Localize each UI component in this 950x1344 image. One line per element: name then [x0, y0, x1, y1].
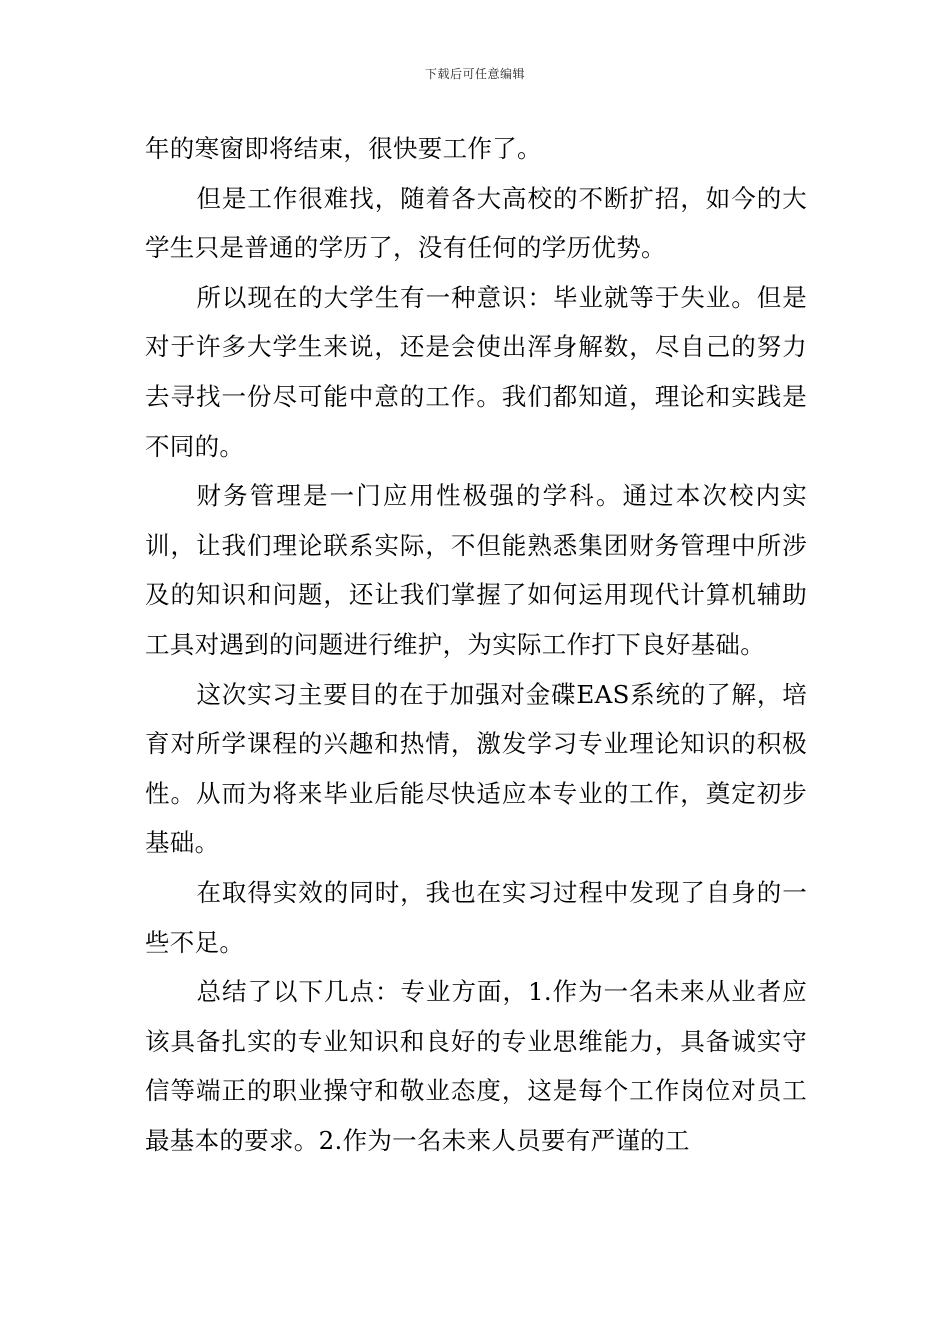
document-body [145, 124, 807, 1165]
paragraph-6: 在取得实效的同时，我也在实习过程中发现了自身的一些不足。 [145, 877, 807, 957]
paragraph-5: 这次实习主要目的在于加强对金碟EAS系统的了解，培育对所学课程的兴趣和热情，激发学习专业理论知识的积极性。从而为将来毕业后能尽快适应本专业的工作，奠定初步基础。 [145, 679, 807, 858]
paragraph-2: 但是工作很难找，随着各大高校的不断扩招，如今的大学生只是普通的学历了，没有任何的学历优势。 [145, 183, 807, 263]
paragraph-3: 所以现在的大学生有一种意识：毕业就等于失业。但是对于许多大学生来说，还是会使出浑身解数，尽自己的努力去寻找一份尽可能中意的工作。我们都知道，理论和实践是不同的。 [145, 282, 807, 461]
paragraph-1: 年的寒窗即将结束，很快要工作了。 [145, 134, 542, 163]
paragraph-7: 总结了以下几点：专业方面，1.作为一名未来从业者应该具备扎实的专业知识和良好的专业思维能力，具备诚实守信等端正的职业操守和敬业态度，这是每个工作岗位对员工最基本的要求。2.作为一名未来人员要有严谨的工 [145, 977, 807, 1155]
paragraph-4: 财务管理是一门应用性极强的学科。通过本次校内实训，让我们理论联系实际，不但能熟悉集团财务管理中所涉及的知识和问题，还让我们掌握了如何运用现代计算机辅助工具对遇到的问题进行维护，为实际工作打下良好基础。 [145, 481, 807, 659]
page-header: 下载后可任意编辑 [424, 67, 525, 81]
